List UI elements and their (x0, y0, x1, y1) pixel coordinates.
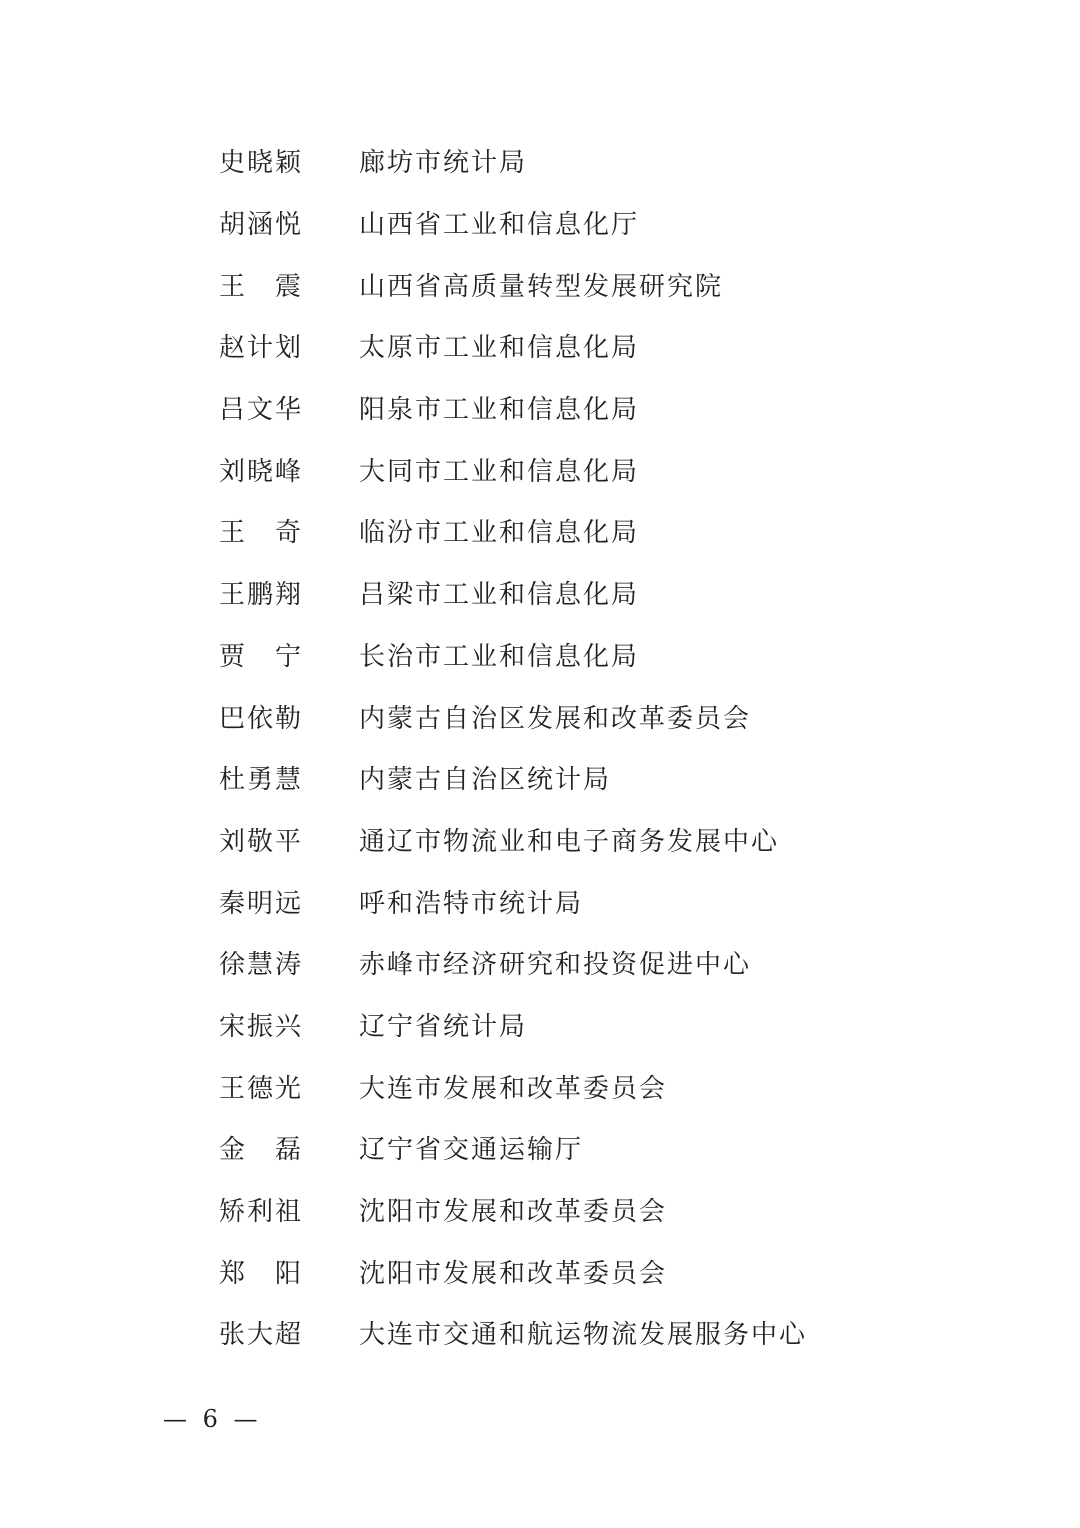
member-name: 郑 阳 (219, 1258, 304, 1289)
list-item (219, 1117, 979, 1179)
member-organization: 临汾市工业和信息化局 (359, 518, 640, 549)
list-item (219, 562, 979, 624)
member-organization: 廊坊市统计局 (359, 148, 528, 179)
list-item (219, 130, 979, 192)
member-name: 宋振兴 (219, 1011, 304, 1042)
list-item (219, 870, 979, 932)
member-name: 矫利祖 (219, 1197, 304, 1228)
list-item (219, 1302, 979, 1364)
member-organization: 通辽市物流业和电子商务发展中心 (359, 826, 780, 857)
member-organization: 大连市发展和改革委员会 (359, 1073, 668, 1104)
member-name: 刘敬平 (219, 826, 304, 857)
member-organization: 辽宁省交通运输厅 (359, 1135, 584, 1166)
member-organization: 呼和浩特市统计局 (359, 888, 584, 919)
member-organization: 长治市工业和信息化局 (359, 641, 640, 672)
member-organization: 山西省高质量转型发展研究院 (359, 271, 724, 302)
member-organization: 赤峰市经济研究和投资促进中心 (359, 950, 752, 981)
member-name: 吕文华 (219, 395, 304, 426)
list-item (219, 1240, 979, 1302)
list-item (219, 192, 979, 254)
member-organization: 沈阳市发展和改革委员会 (359, 1197, 668, 1228)
list-item (219, 932, 979, 994)
member-name: 史晓颖 (219, 148, 304, 179)
member-name: 张大超 (219, 1320, 304, 1351)
member-name: 贾 宁 (219, 641, 304, 672)
page-number: — 6 — (163, 1405, 262, 1433)
list-item (219, 1179, 979, 1241)
member-name: 杜勇慧 (219, 765, 304, 796)
member-name: 王德光 (219, 1073, 304, 1104)
member-name: 刘晓峰 (219, 456, 304, 487)
list-item (219, 994, 979, 1056)
member-organization: 沈阳市发展和改革委员会 (359, 1258, 668, 1289)
member-organization: 辽宁省统计局 (359, 1011, 528, 1042)
member-name: 金 磊 (219, 1135, 304, 1166)
member-name: 王鹏翔 (219, 580, 304, 611)
list-item (219, 377, 979, 439)
list-item (219, 685, 979, 747)
list-item (219, 315, 979, 377)
member-organization: 大同市工业和信息化局 (359, 456, 640, 487)
list-item (219, 253, 979, 315)
member-organization: 内蒙古自治区统计局 (359, 765, 612, 796)
list-item (219, 1055, 979, 1117)
member-name: 王 奇 (219, 518, 304, 549)
member-organization: 大连市交通和航运物流发展服务中心 (359, 1320, 808, 1351)
member-organization: 阳泉市工业和信息化局 (359, 395, 640, 426)
list-item (219, 500, 979, 562)
member-organization: 内蒙古自治区发展和改革委员会 (359, 703, 752, 734)
member-list (219, 130, 979, 1364)
member-name: 秦明远 (219, 888, 304, 919)
list-item (219, 747, 979, 809)
list-item (219, 438, 979, 500)
member-organization: 太原市工业和信息化局 (359, 333, 640, 364)
list-item (219, 624, 979, 686)
member-name: 巴依勒 (219, 703, 304, 734)
member-name: 王 震 (219, 271, 304, 302)
member-organization: 山西省工业和信息化厅 (359, 210, 640, 241)
member-organization: 吕梁市工业和信息化局 (359, 580, 640, 611)
member-name: 胡涵悦 (219, 210, 304, 241)
member-name: 赵计划 (219, 333, 304, 364)
member-name: 徐慧涛 (219, 950, 304, 981)
list-item (219, 809, 979, 871)
